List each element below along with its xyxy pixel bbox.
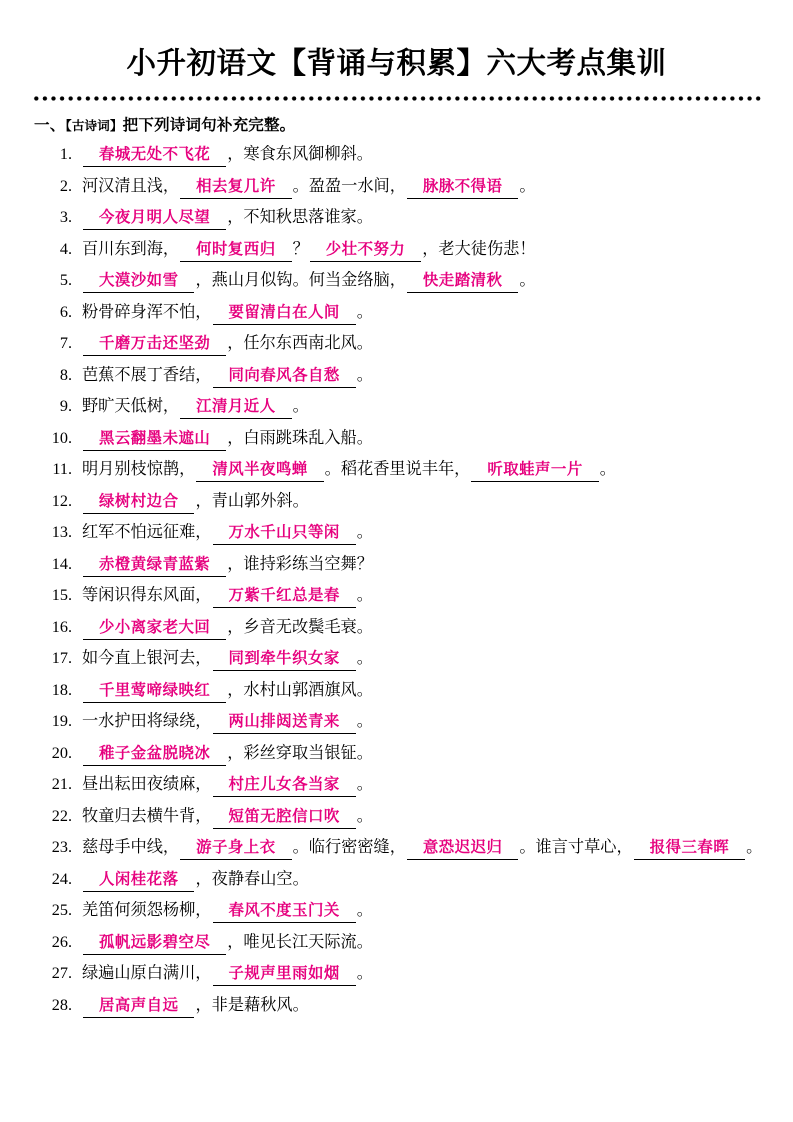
- question-item: [28, 580, 765, 612]
- question-item: [28, 171, 765, 203]
- question-number: 18.: [51, 680, 72, 699]
- answer-blank[interactable]: 居高声自远: [83, 995, 194, 1018]
- question-item: [28, 738, 765, 770]
- section-prefix: 一、: [34, 116, 66, 134]
- answer-blank[interactable]: 稚子金盆脱晓冰: [83, 743, 226, 766]
- question-text: 野旷天低树，: [82, 397, 180, 415]
- question-number: 4.: [59, 239, 72, 258]
- question-item: [28, 549, 765, 581]
- page-title: 小升初语文【背诵与积累】六大考点集训: [126, 46, 667, 80]
- question-text: 牧童归去横牛背，: [82, 806, 212, 825]
- answer-blank[interactable]: 千磨万击还坚劲: [83, 333, 226, 356]
- question-text: ，燕山月似钩。何当金络脑，: [195, 271, 406, 289]
- question-text: 明月别枝惊鹊，: [82, 460, 196, 478]
- question-item: [28, 139, 765, 171]
- question-text: 。稻花香里说丰年，: [324, 460, 471, 478]
- question-number: 24.: [51, 869, 72, 888]
- question-number: 27.: [51, 964, 72, 982]
- answer-blank[interactable]: 何时复西归: [180, 239, 291, 262]
- question-text: 。: [356, 901, 373, 919]
- question-number: 19.: [51, 712, 72, 730]
- answer-blank[interactable]: 意恐迟迟归: [407, 837, 518, 860]
- question-text: ，乡音无改鬓毛衰。: [227, 617, 373, 636]
- question-text: 。: [519, 271, 536, 289]
- question-number: 12.: [51, 491, 72, 510]
- question-number: 21.: [51, 775, 72, 793]
- question-text: ，唯见长江天际流。: [227, 932, 373, 951]
- question-text: 昼出耘田夜绩麻，: [82, 775, 212, 793]
- question-text: 。盈盈一水间，: [292, 176, 406, 195]
- question-item: [28, 486, 765, 518]
- answer-blank[interactable]: 孤帆远影碧空尽: [83, 932, 226, 955]
- question-number: 9.: [59, 397, 72, 415]
- question-item: [28, 769, 765, 801]
- question-number: 10.: [51, 428, 72, 447]
- answer-blank[interactable]: 子规声里雨如烟: [213, 963, 356, 986]
- question-text: 红军不怕远征难，: [82, 523, 212, 541]
- section-tag: 【古诗词】: [65, 118, 123, 133]
- question-item: [28, 391, 765, 423]
- question-number: 25.: [51, 901, 72, 919]
- question-text: ，白雨跳珠乱入船。: [227, 428, 373, 447]
- question-text: 如今直上银河去，: [82, 649, 212, 667]
- question-text: 。: [356, 649, 373, 667]
- question-text: ，寒食东风御柳斜。: [227, 145, 373, 163]
- question-text: 。: [356, 964, 373, 982]
- answer-blank[interactable]: 绿树村边合: [83, 491, 194, 514]
- question-number: 11.: [52, 460, 72, 478]
- question-text: 等闲识得东风面，: [82, 586, 212, 604]
- question-text: 。谁言寸草心，: [519, 838, 633, 856]
- question-text: 百川东到海，: [82, 239, 180, 258]
- question-text: 慈母手中线，: [82, 838, 180, 856]
- answer-blank[interactable]: 两山排闼送青来: [213, 711, 356, 734]
- answer-blank[interactable]: 大漠沙如雪: [83, 270, 194, 293]
- answer-blank[interactable]: 千里莺啼绿映红: [83, 680, 226, 703]
- question-number: 13.: [51, 523, 72, 541]
- answer-blank[interactable]: 人闲桂花落: [83, 869, 194, 892]
- question-text: 。: [356, 806, 373, 825]
- question-item: [28, 927, 765, 959]
- question-text: ，谁持彩练当空舞？: [227, 554, 373, 573]
- answer-blank[interactable]: 今夜月明人尽望: [83, 207, 226, 230]
- question-item: [28, 990, 765, 1022]
- answer-blank[interactable]: 短笛无腔信口吹: [213, 806, 356, 829]
- question-text: 芭蕉不展丁香结，: [82, 365, 212, 384]
- answer-blank[interactable]: 要留清白在人间: [213, 302, 356, 325]
- question-number: 7.: [59, 334, 72, 352]
- question-text: ？: [292, 239, 309, 258]
- question-text: ，彩丝穿取当银钲。: [227, 743, 373, 762]
- question-item: [28, 801, 765, 833]
- question-item: [28, 328, 765, 360]
- question-number: 16.: [51, 617, 72, 636]
- question-item: [28, 202, 765, 234]
- question-text: 。: [356, 586, 373, 604]
- question-item: [28, 832, 765, 864]
- question-number: 23.: [51, 838, 72, 856]
- question-text: 。: [356, 302, 373, 321]
- answer-blank[interactable]: 少壮不努力: [310, 239, 421, 262]
- question-text: 。: [519, 176, 536, 195]
- answer-blank[interactable]: 江清月近人: [180, 396, 291, 419]
- question-number: 22.: [51, 806, 72, 825]
- question-text: 。: [746, 838, 763, 856]
- answer-blank[interactable]: 清风半夜鸣蝉: [196, 459, 323, 482]
- question-number: 1.: [59, 145, 72, 163]
- question-number: 5.: [59, 271, 72, 289]
- question-text: ，非是藉秋风。: [195, 995, 309, 1014]
- answer-blank[interactable]: 村庄儿女各当家: [213, 774, 356, 797]
- answer-blank[interactable]: 游子身上衣: [180, 837, 291, 860]
- question-text: 。: [356, 523, 373, 541]
- question-number: 6.: [59, 302, 72, 321]
- answer-blank[interactable]: 同向春风各自愁: [213, 365, 356, 388]
- question-number: 15.: [51, 586, 72, 604]
- question-item: [28, 265, 765, 297]
- question-text: ，不知秋思落谁家。: [227, 208, 373, 226]
- question-number: 2.: [59, 176, 72, 195]
- question-text: 一水护田将绿绕，: [82, 712, 212, 730]
- question-item: [28, 423, 765, 455]
- question-text: 粉骨碎身浑不怕，: [82, 302, 212, 321]
- question-number: 14.: [51, 554, 72, 573]
- question-text: 。临行密密缝，: [292, 838, 406, 856]
- question-item: [28, 517, 765, 549]
- question-item: [28, 297, 765, 329]
- question-item: [28, 612, 765, 644]
- question-text: 。: [599, 460, 616, 478]
- question-text: 绿遍山原白满川，: [82, 964, 212, 982]
- question-number: 17.: [51, 649, 72, 667]
- question-text: ，夜静春山空。: [195, 869, 309, 888]
- question-list: [28, 139, 765, 1021]
- question-text: 。: [356, 775, 373, 793]
- answer-blank[interactable]: 报得三春晖: [634, 837, 745, 860]
- question-number: 28.: [51, 995, 72, 1014]
- question-text: 。: [292, 397, 309, 415]
- question-item: [28, 895, 765, 927]
- question-item: [28, 706, 765, 738]
- question-text: 。: [356, 365, 373, 384]
- answer-blank[interactable]: 春风不度玉门关: [213, 900, 356, 923]
- question-item: [28, 234, 765, 266]
- dotted-divider: [32, 94, 761, 103]
- question-item: [28, 958, 765, 990]
- question-item: [28, 864, 765, 896]
- question-item: [28, 675, 765, 707]
- answer-blank[interactable]: 黑云翻墨未遮山: [83, 428, 226, 451]
- answer-blank[interactable]: 相去复几许: [180, 176, 291, 199]
- question-text: ，任尔东西南北风。: [227, 334, 373, 352]
- question-text: ，青山郭外斜。: [195, 491, 309, 510]
- answer-blank[interactable]: 快走踏清秋: [407, 270, 518, 293]
- answer-blank[interactable]: 同到牵牛织女家: [213, 648, 356, 671]
- question-item: [28, 454, 765, 486]
- question-number: 3.: [59, 208, 72, 226]
- question-number: 8.: [59, 365, 72, 384]
- question-text: 河汉清且浅，: [82, 176, 180, 195]
- section-heading: [34, 113, 765, 135]
- question-text: ，水村山郭酒旗风。: [227, 680, 373, 699]
- question-text: 羌笛何须怨杨柳，: [82, 901, 212, 919]
- question-text: ，老大徒伤悲！: [422, 239, 536, 258]
- answer-blank[interactable]: 万水千山只等闲: [213, 522, 356, 545]
- question-text: 。: [356, 712, 373, 730]
- question-number: 26.: [51, 932, 72, 951]
- question-item: [28, 360, 765, 392]
- answer-blank[interactable]: 脉脉不得语: [407, 176, 518, 199]
- section-label: 把下列诗词句补充完整。: [122, 116, 296, 134]
- question-item: [28, 643, 765, 675]
- question-number: 20.: [51, 743, 72, 762]
- answer-blank[interactable]: 听取蛙声一片: [471, 459, 598, 482]
- answer-blank[interactable]: 春城无处不飞花: [83, 144, 226, 167]
- answer-blank[interactable]: 万紫千红总是春: [213, 585, 356, 608]
- answer-blank[interactable]: 少小离家老大回: [83, 617, 226, 640]
- answer-blank[interactable]: 赤橙黄绿青蓝紫: [83, 554, 226, 577]
